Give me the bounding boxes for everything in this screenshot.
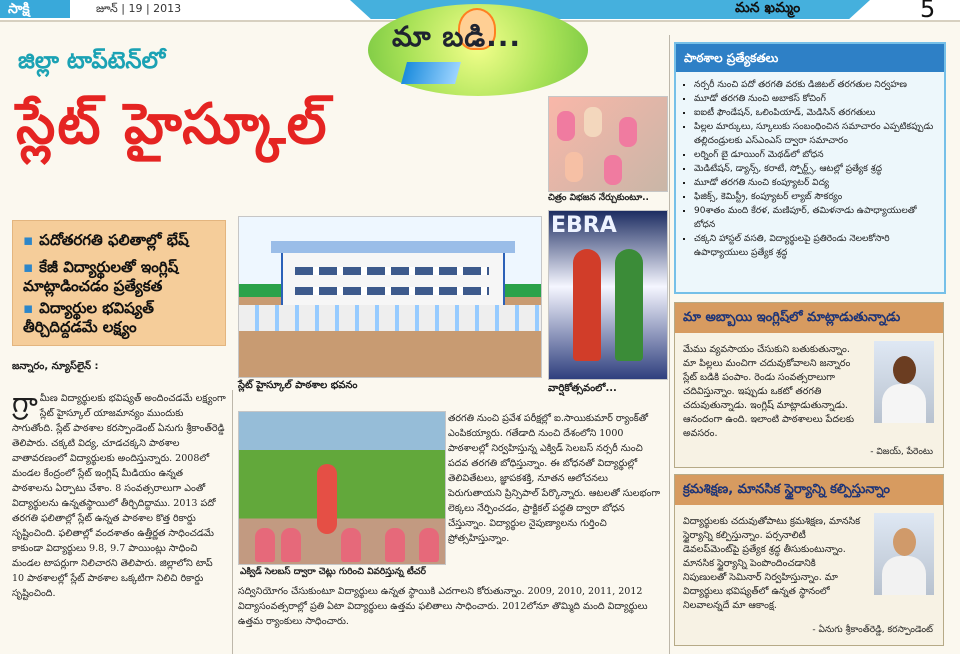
highlight-item: ▪ పదోతరగతి ఫలితాల్లో భేష్ (23, 231, 219, 250)
school-building-caption: స్లేట్ హైస్కూల్ పాఠశాల భవనం (238, 380, 358, 391)
feature-item: ▪ మూడో తరగతి నుంచి అబాకస్ కోచింగ్ (694, 92, 936, 106)
article-column: సద్వినియోగం చేసుకుంటూ విద్యార్థులు ఉన్నత స్థాయికి ఎదగాలని కోరుతున్నాం. 2009, 2010, 2011, 2012 విద్యాసంవత్సరాల్లో ప్రతి ఏటా విద్యార్థులు ఉత్తమ ఫలితాలు సాధించారు. 2012లోనూ తొమ్మిది మంది విద్యార్థులు ఉత్తమ ర్యాంకులు సాధించారు. (238, 586, 648, 627)
portrait-face (893, 356, 916, 384)
school-features-list (676, 72, 944, 260)
dancer-figure (573, 249, 601, 361)
student-figure (419, 528, 439, 562)
parent-quote-title: మా అబ్బాయి ఇంగ్లిష్‌లో మాట్లాడుతున్నాడు (675, 303, 943, 333)
correspondent-portrait (874, 513, 934, 595)
article-headline: స్లేట్ హైస్కూల్ (16, 92, 329, 157)
highlight-item: ▪ కేజీ విద్యార్థులతో ఇంగ్లిష్ మాట్లాడించడం ప్రత్యేకత (23, 258, 219, 296)
portrait-shirt (882, 556, 926, 595)
correspondent-quote-card (674, 474, 944, 646)
feature-item: ▪ మూడో తరగతి నుంచి కంప్యూటర్ విద్య (694, 176, 936, 190)
feature-item: ▪ లర్నింగ్ బై డూయింగ్ మెథడ్‌లో బోధన (694, 148, 936, 162)
student-figure (341, 528, 361, 562)
science-lesson-caption: ఎక్విడ్ సెలబస్ ద్వారా చెట్లు గురించి వివరిస్తున్న టీచర్ (240, 567, 426, 577)
feature-item: ▪ చక్కని హాస్టల్ వసతి, విద్యార్థులపై ప్రతిరెండు నెలలకోసారి ఉపాధ్యాయులు ప్రత్యేక శ్రద్ధ (694, 232, 936, 260)
annual-day-caption: వార్షికోత్సవంలో... (548, 383, 617, 394)
highlight-item: ▪ విద్యార్థుల భవిష్యత్ తీర్చిదిద్దడమే లక్ష్యం (23, 299, 219, 337)
parent-signoff: - విజయ్, పేరెంటు (870, 447, 933, 457)
parent-quote-body: మేము వ్యవసాయం చేసుకుని బతుకుతున్నాం. మా పిల్లలు మంచిగా చదువుకోవాలని జన్నారం స్లేట్ బడికి పంపాం. రెండు సంవత్సరాలుగా చదివిస్తున్నాం. ఇప్పుడు ఒకటో తరగతి చదువుతున్నాడు. ఇంగ్లిష్ మాట్లాడుతున్నాడు. ఆనందంగా ఉంది. ఇలాంటి పాఠశాలలు పేదలకు అవసరం. (683, 344, 855, 439)
school-building-photo (238, 216, 542, 378)
article-text: మీణ విద్యార్థులకు భవిష్యత్ అందించడమే లక్ష్యంగా స్లేట్ హైస్కూల్ యాజమాన్యం ముందుకు సాగుతోంది. స్లేట్ పాఠశాల కరస్పాండెంట్ ఏనుగు శ్రీకాంత్‌రెడ్డి తెలిపారు. చక్కటి విద్య, చూడచక్కని పాఠశాల వాతావరణంలో విద్యార్థులకు అందిస్తున్నారు. 2008లో మండల కేంద్రంలో స్లేట్ ఇంగ్లిష్ మీడియం ఉన్నత పాఠశాలను ఏర్పాటు చేశాం. 8 సంవత్సరాలుగా ఎంతో విద్యార్థులను ఉన్నతస్థాయిలో తీర్చిదిద్దాము. 2013 పదో తరగతి ఫలితాల్లో స్లేట్ ఉన్నత పాఠశాల కొత్త రికార్డు సృష్టించింది. ఫలితాల్లో వందశాతం ఉత్తీర్ణత సాధించడమే కాకుండా విద్యార్థులు 9.8, 9.7 పాయింట్లు సాధించి మండల టాపర్లుగా నిలిచారని తెలిపారు. జిల్లాలోని టాప్ 10 పాఠశాలల్లో స్లేట్ పాఠశాల ఒక్కటిగా నిలిచి రికార్డు సృష్టించింది. (12, 393, 226, 599)
correspondent-quote-title: క్రమశిక్షణ, మానసిక స్థైర్యాన్ని కల్పిస్తున్నాం (675, 475, 943, 505)
article-dateline: జన్నారం, న్యూస్‌లైన్ : (12, 361, 99, 372)
dancer-figure (615, 249, 643, 361)
feature-item: ▪ ఐఐటీ ఫౌండేషన్, ఒలింపియాడ్, మెడిసిన్ తరగతులు (694, 106, 936, 120)
student-figure (385, 528, 405, 562)
feature-item: ▪ నర్సరీ నుంచి పదో తరగతి వరకు డిజిటల్ తరగతుల నిర్వహణ (694, 78, 936, 92)
portrait-shirt (882, 384, 926, 423)
student-figure (281, 528, 301, 562)
building-windows (295, 267, 489, 275)
brand-title: మా బడి... (392, 20, 521, 53)
student-figure (584, 107, 602, 137)
school-features-box (674, 42, 946, 294)
teacher-figure (317, 464, 337, 534)
article-subtitle: జిల్లా టాప్‌టెన్‌లో (18, 48, 166, 74)
feature-item: ▪ ఫిజిక్స్, కెమిస్ట్రీ, కంప్యూటర్ ల్యాబ్ సౌకర్యం (694, 190, 936, 204)
feature-item: ▪ పిల్లల మార్కులు, స్కూలుకు సంబంధించిన సమాచారం ఎప్పటికప్పుడు తల్లిదండ్రులకు ఎస్ఎంఎస్ ద్వారా సమాచారం (694, 120, 936, 148)
article-highlights (12, 220, 226, 346)
column-divider (232, 390, 233, 654)
feature-item: ▪ మెడిటేషన్, డ్యాన్స్, కరాటే, స్పోర్ట్స్, ఆటల్లో ప్రత్యేక శ్రద్ధ (694, 162, 936, 176)
dropcap: గ్రా (12, 386, 38, 419)
article-column: తరగతి నుంచి ప్రవేశ పరీక్షల్లో ఐ.సాయికుమార్ ర్యాంక్‌తో ఎంపికయ్యారు. గతేడాది నుంచి దేశంలోని 1000 పాఠశాలల్లో నిర్వహిస్తున్న ఎక్విడ్ సెలబస్ నర్సరీ నుంచి పదవ తరగతి బోధిస్తున్నాం. ఈ బోధనతో విద్యార్థుల్లో తెలివితేటలు, జ్ఞాపకశక్తి, నూతన ఆలోచనలు పెరుగుతాయని ప్రిన్సిపాల్ పేర్కొన్నారు. ఆటలతో సులభంగా లెక్కలు నేర్పించడం, ప్రాక్టికల్ పద్ధతి ద్వారా బోధన చేస్తున్నాం. విద్యార్థుల నైపుణ్యాలను గుర్తించి ప్రోత్సహిస్తున్నాం. (448, 413, 661, 544)
parent-quote-card (674, 302, 944, 468)
portrait-face (893, 528, 916, 556)
student-figure (604, 155, 622, 185)
column-divider (669, 35, 670, 654)
newspaper-logo: సాక్షి (0, 0, 70, 18)
book-illustration-icon (401, 62, 461, 84)
school-building (281, 251, 505, 313)
feature-item: ▪ 90శాతం మంది కేరళ, మణిపూర్, తమిళనాడు ఉపాధ్యాయులతో బోధన (694, 204, 936, 232)
student-figure (255, 528, 275, 562)
page-number: 5 (920, 0, 936, 23)
student-figure (565, 152, 583, 182)
section-name: మన ఖమ్మం (735, 0, 801, 16)
student-figure (557, 111, 575, 141)
article-column (12, 386, 226, 653)
stage-banner-text: EBRA (551, 213, 617, 238)
building-windows (295, 287, 489, 295)
correspondent-signoff: - ఏనుగు శ్రీకాంత్‌రెడ్డి, కరస్పాండెంట్ (812, 625, 933, 635)
correspondent-quote-body: విద్యార్థులకు చదువుతోపాటు క్రమశిక్షణ, మానసిక స్థైర్యాన్ని కల్పిస్తున్నాం. పర్సనాలిటీ డెవలప్‌మెంట్‌పై ప్రత్యేక శ్రద్ధ తీసుకుంటున్నాం. మానసిక స్థైర్యాన్ని పెంపొందించడానికి నిపుణులతో సెమినార్ నిర్వహిస్తున్నాం. మా విద్యార్థులు భవిష్యత్‌లో ఉన్నత స్థానంలో నిలవాలన్నదే మా ఆకాంక్ష. (683, 516, 861, 611)
parent-portrait (874, 341, 934, 423)
students-activity-photo (548, 96, 668, 192)
students-activity-caption: చిత్రం విభజన నేర్చుకుంటూ.. (548, 193, 649, 203)
annual-day-photo (548, 210, 668, 380)
science-lesson-photo (238, 411, 446, 565)
school-features-title: పాఠశాల ప్రత్యేకతలు (676, 44, 944, 72)
school-fence (239, 305, 541, 331)
publication-date: జూన్ | 19 | 2013 (96, 2, 182, 15)
student-figure (619, 117, 637, 147)
